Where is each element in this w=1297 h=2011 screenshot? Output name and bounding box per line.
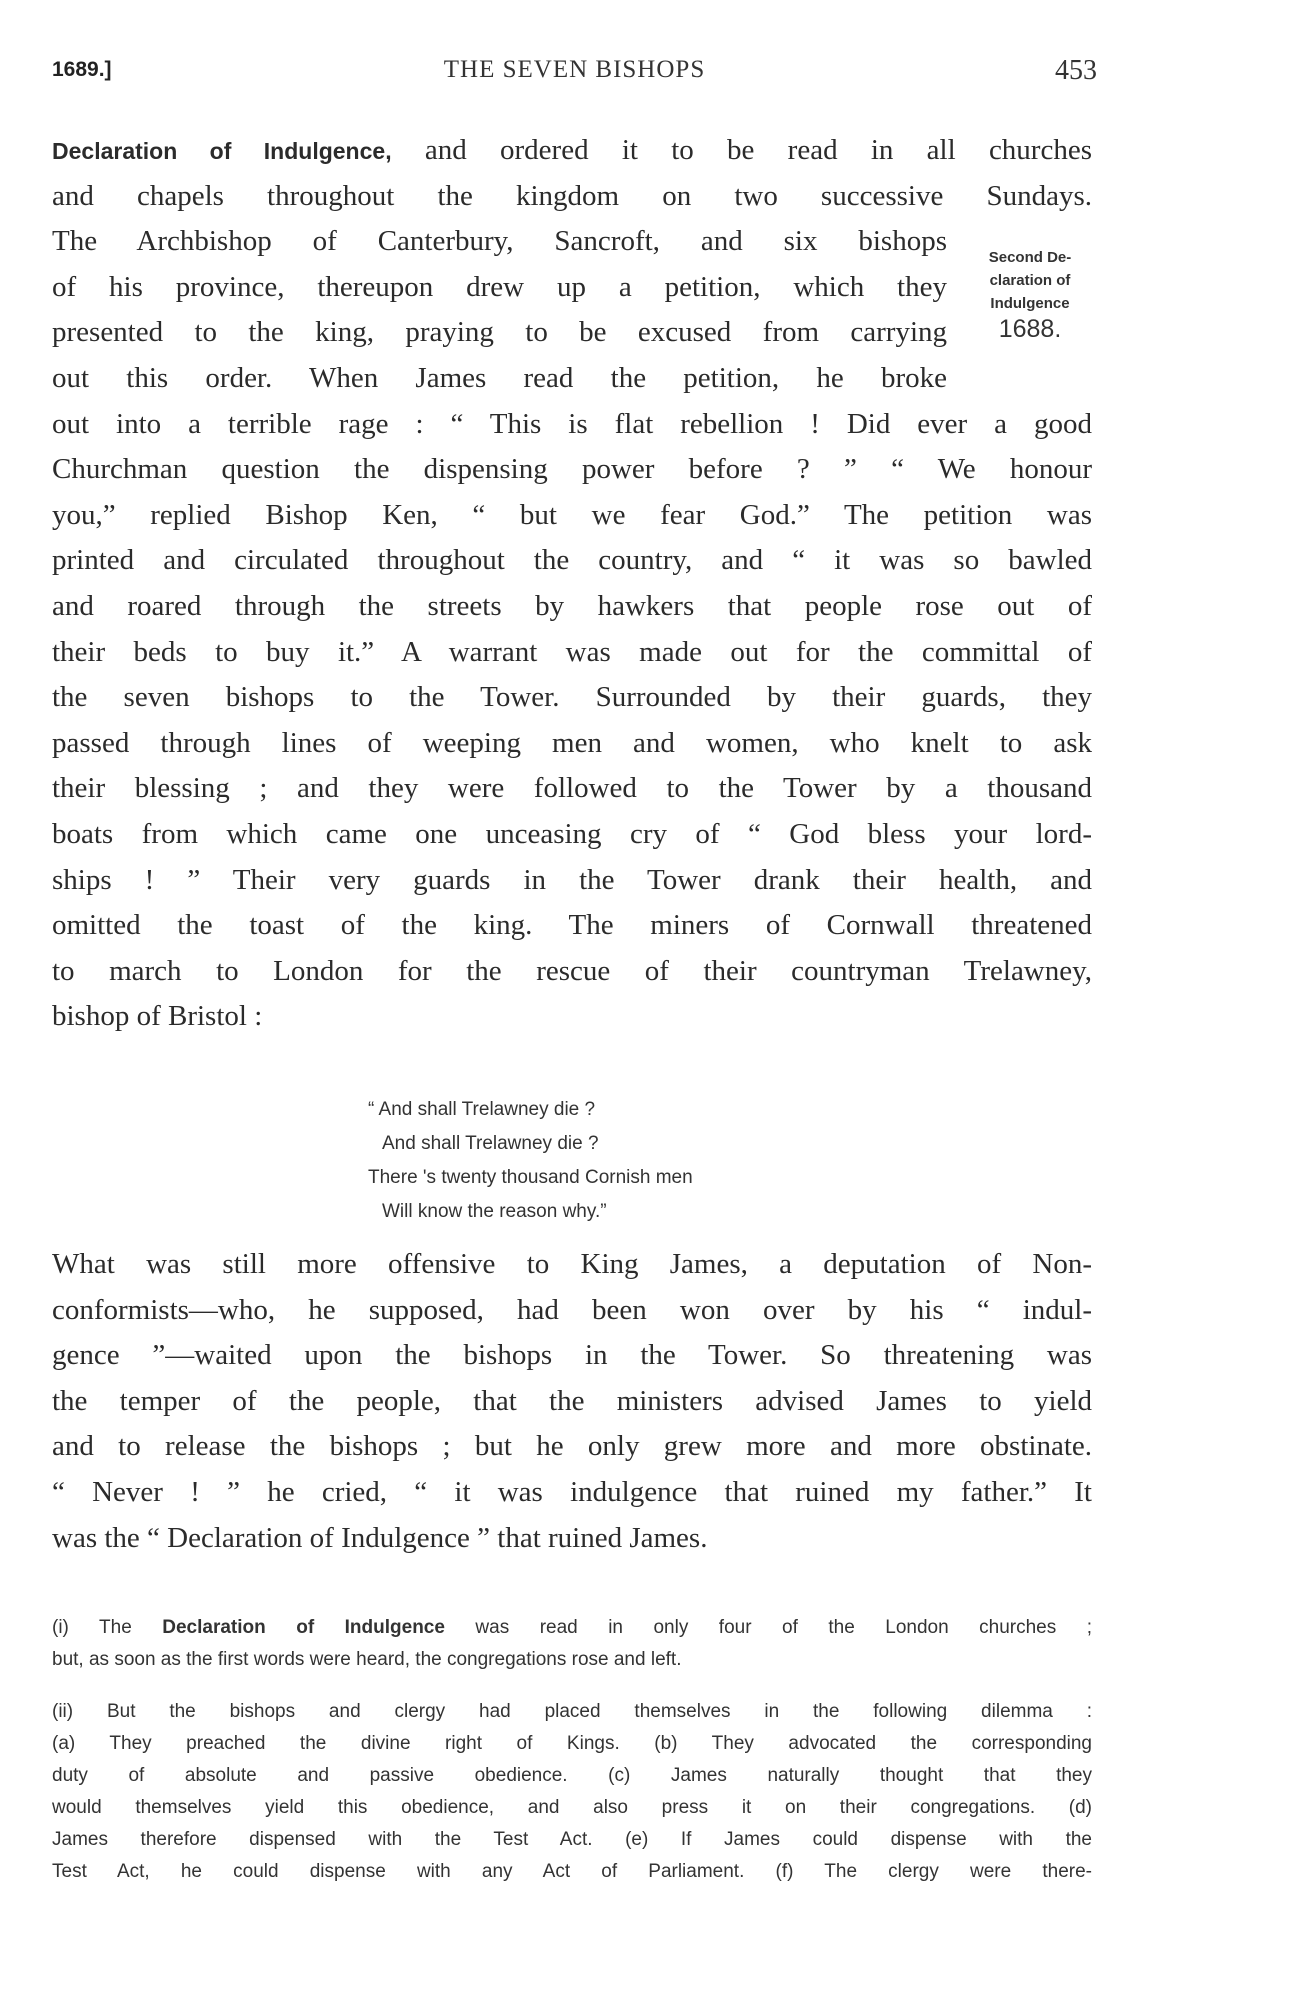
paragraph-1 — [52, 128, 1092, 1040]
footnote-1-line — [52, 1612, 1092, 1644]
footnote-2-line: (a) They preached the divine right of Kings. (b) They advocated the corresponding — [52, 1733, 1092, 1754]
text-span: and ordered it to be read in all churches — [391, 134, 1092, 166]
text-line: What was still more offensive to King James, a deputation of Non- — [52, 1248, 1092, 1280]
footnote-2-line: would themselves yield this obedience, and also press it on their congregations. (d) — [52, 1797, 1092, 1818]
text-span: was read in only four of the London churches ; — [444, 1617, 1092, 1638]
footnote-2-line: (ii) But the bishops and clergy had placed themselves in the following dilemma : — [52, 1701, 1092, 1722]
verse-line: There 's twenty thousand Cornish men — [368, 1167, 693, 1188]
text-line: their blessing ; and they were followed to the Tower by a thousand — [52, 772, 1092, 805]
text-line: was the “ Declaration of Indulgence ” that ruined James. — [52, 1521, 708, 1554]
verse-quotation — [368, 1093, 928, 1229]
text-line: out this order. When James read the petition, he broke — [52, 361, 947, 394]
text-line: their beds to buy it.” A warrant was made out for the committal of — [52, 635, 1092, 668]
verse-line: And shall Trelawney die ? — [382, 1133, 599, 1154]
page-number: 453 — [1055, 55, 1097, 86]
text-line: “ Never ! ” he cried, “ it was indulgence that ruined my father.” It — [52, 1475, 1092, 1508]
verse-line: Will know the reason why.” — [382, 1201, 607, 1222]
text-line: and to release the bishops ; but he only grew more and more obstinate. — [52, 1430, 1092, 1463]
running-title: THE SEVEN BISHOPS — [443, 56, 706, 83]
text-line: you,” replied Bishop Ken, “ but we fear God.” The petition was — [52, 498, 1092, 531]
text-line: out into a terrible rage : “ This is flat rebellion ! Did ever a good — [52, 407, 1092, 440]
text-span: The — [68, 1617, 163, 1638]
text-line: passed through lines of weeping men and women, who knelt to ask — [52, 726, 1092, 759]
text-line: the temper of the people, that the ministers advised James to yield — [52, 1384, 1092, 1417]
verse-line: “ And shall Trelawney die ? — [368, 1099, 596, 1120]
text-line: printed and circulated throughout the country, and “ it was so bawled — [52, 544, 1092, 577]
footnote-2-line: Test Act, he could dispense with any Act of Parliament. (f) The clergy were there- — [52, 1861, 1092, 1882]
footnote-2-line: James therefore dispensed with the Test Act. (e) If James could dispense with the — [52, 1829, 1092, 1850]
text-line: omitted the toast of the king. The miners of Cornwall threatened — [52, 909, 1092, 942]
text-line: presented to the king, praying to be excused from carrying — [52, 316, 947, 349]
text-line: to march to London for the rescue of their countryman Trelawney, — [52, 954, 1092, 987]
footnote-gap — [52, 1676, 1092, 1696]
header-year: 1689.] — [52, 58, 112, 81]
footnotes — [52, 1612, 1092, 1888]
paragraph-2 — [52, 1242, 1092, 1561]
text-line: bishop of Bristol : — [52, 1000, 263, 1033]
text-line: the seven bishops to the Tower. Surrounded by their guards, they — [52, 681, 1092, 714]
text-line: The Archbishop of Canterbury, Sancroft, and six bishops — [52, 225, 947, 258]
text-line: and roared through the streets by hawkers that people rose out of — [52, 589, 1092, 622]
margin-note-line: claration of — [989, 272, 1071, 289]
page-header — [52, 50, 1097, 90]
margin-note-line: Indulgence — [990, 295, 1070, 312]
margin-note-year: 1688. — [998, 315, 1062, 343]
text-line — [52, 128, 1092, 174]
text-line: conformists—who, he supposed, had been won over by his “ indul- — [52, 1293, 1092, 1326]
footnote-2-line: duty of absolute and passive obedience. (c) James naturally thought that they — [52, 1765, 1092, 1786]
footnote-1-line: but, as soon as the first words were heard, the congregations rose and left. — [52, 1649, 682, 1670]
text-line: ships ! ” Their very guards in the Tower drank their health, and — [52, 863, 1092, 896]
margin-note-line: Second De- — [988, 249, 1072, 266]
text-line: boats from which came one unceasing cry of “ God bless your lord- — [52, 817, 1092, 850]
text-line: of his province, thereupon drew up a petition, which they — [52, 270, 947, 303]
bold-phrase: Declaration of Indulgence — [162, 1617, 445, 1638]
text-line: and chapels throughout the kingdom on two successive Sundays. — [52, 179, 1092, 212]
bold-phrase: Declaration of Indulgence, — [52, 138, 392, 164]
text-line: gence ”—waited upon the bishops in the Tower. So threatening was — [52, 1339, 1092, 1372]
text-line: Churchman question the dispensing power before ? ” “ We honour — [52, 453, 1092, 486]
footnote-marker: (i) — [52, 1617, 69, 1638]
